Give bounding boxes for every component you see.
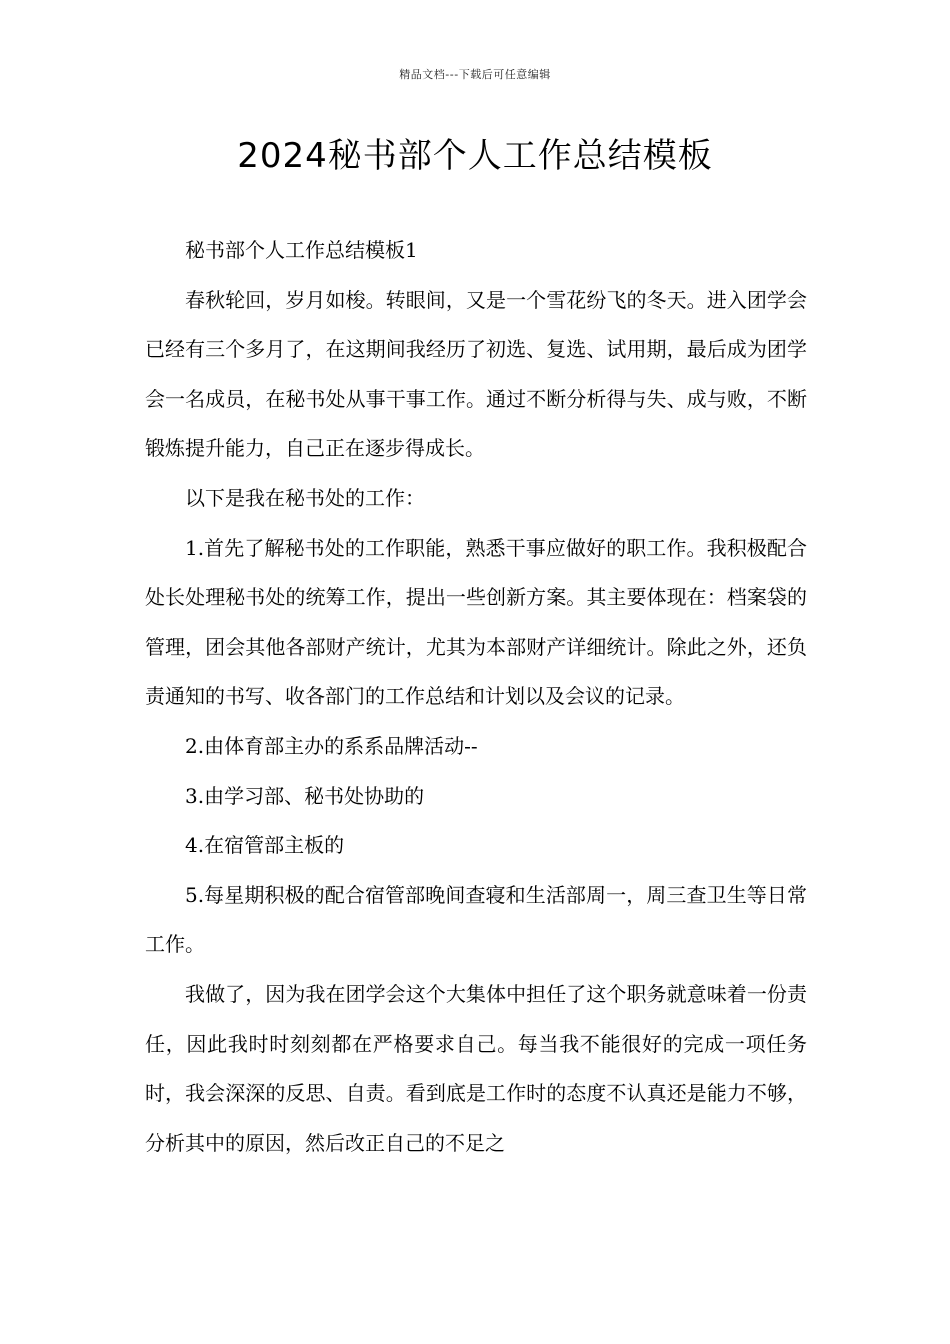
list-item-1: 1.首先了解秘书处的工作职能，熟悉干事应做好的职工作。我积极配合处长处理秘书处的统筹工作，提出一些创新方案。其主要体现在：档案袋的管理，团会其他各部财产统计，尤其为本部财产详细统计。除此之外，还负责通知的书写、收各部门的工作总结和计划以及会议的记录。 bbox=[145, 535, 807, 709]
header-note: 精品文档---下载后可任意编辑 bbox=[399, 68, 551, 81]
list-item-5: 5.每星期积极的配合宿管部晚间查寝和生活部周一，周三查卫生等日常工作。 bbox=[145, 882, 807, 957]
list-item-3: 3.由学习部、秘书处协助的 bbox=[185, 783, 425, 808]
document-title: 2024秘书部个人工作总结模板 bbox=[237, 136, 713, 176]
list-item-2: 2.由体育部主办的系系品牌活动-- bbox=[185, 733, 478, 758]
list-item-4: 4.在宿管部主板的 bbox=[185, 833, 345, 858]
paragraph-list-intro: 以下是我在秘书处的工作： bbox=[185, 485, 425, 510]
paragraph-reflection: 我做了，因为我在团学会这个大集体中担任了这个职务就意味着一份责任，因此我时时刻刻都在严格要求自己。每当我不能很好的完成一项任务时，我会深深的反思、自责。看到底是工作时的态度不认真还是能力不够，分析其中的原因，然后改正自己的不足之 bbox=[145, 981, 807, 1155]
paragraph-intro: 春秋轮回，岁月如梭。转眼间，又是一个雪花纷飞的冬天。进入团学会已经有三个多月了，在这期间我经历了初选、复选、试用期，最后成为团学会一名成员，在秘书处从事干事工作。通过不断分析得与失、成与败，不断锻炼提升能力，自己正在逐步得成长。 bbox=[145, 287, 807, 461]
document-body bbox=[145, 226, 807, 1168]
section-heading: 秘书部个人工作总结模板1 bbox=[185, 238, 418, 262]
